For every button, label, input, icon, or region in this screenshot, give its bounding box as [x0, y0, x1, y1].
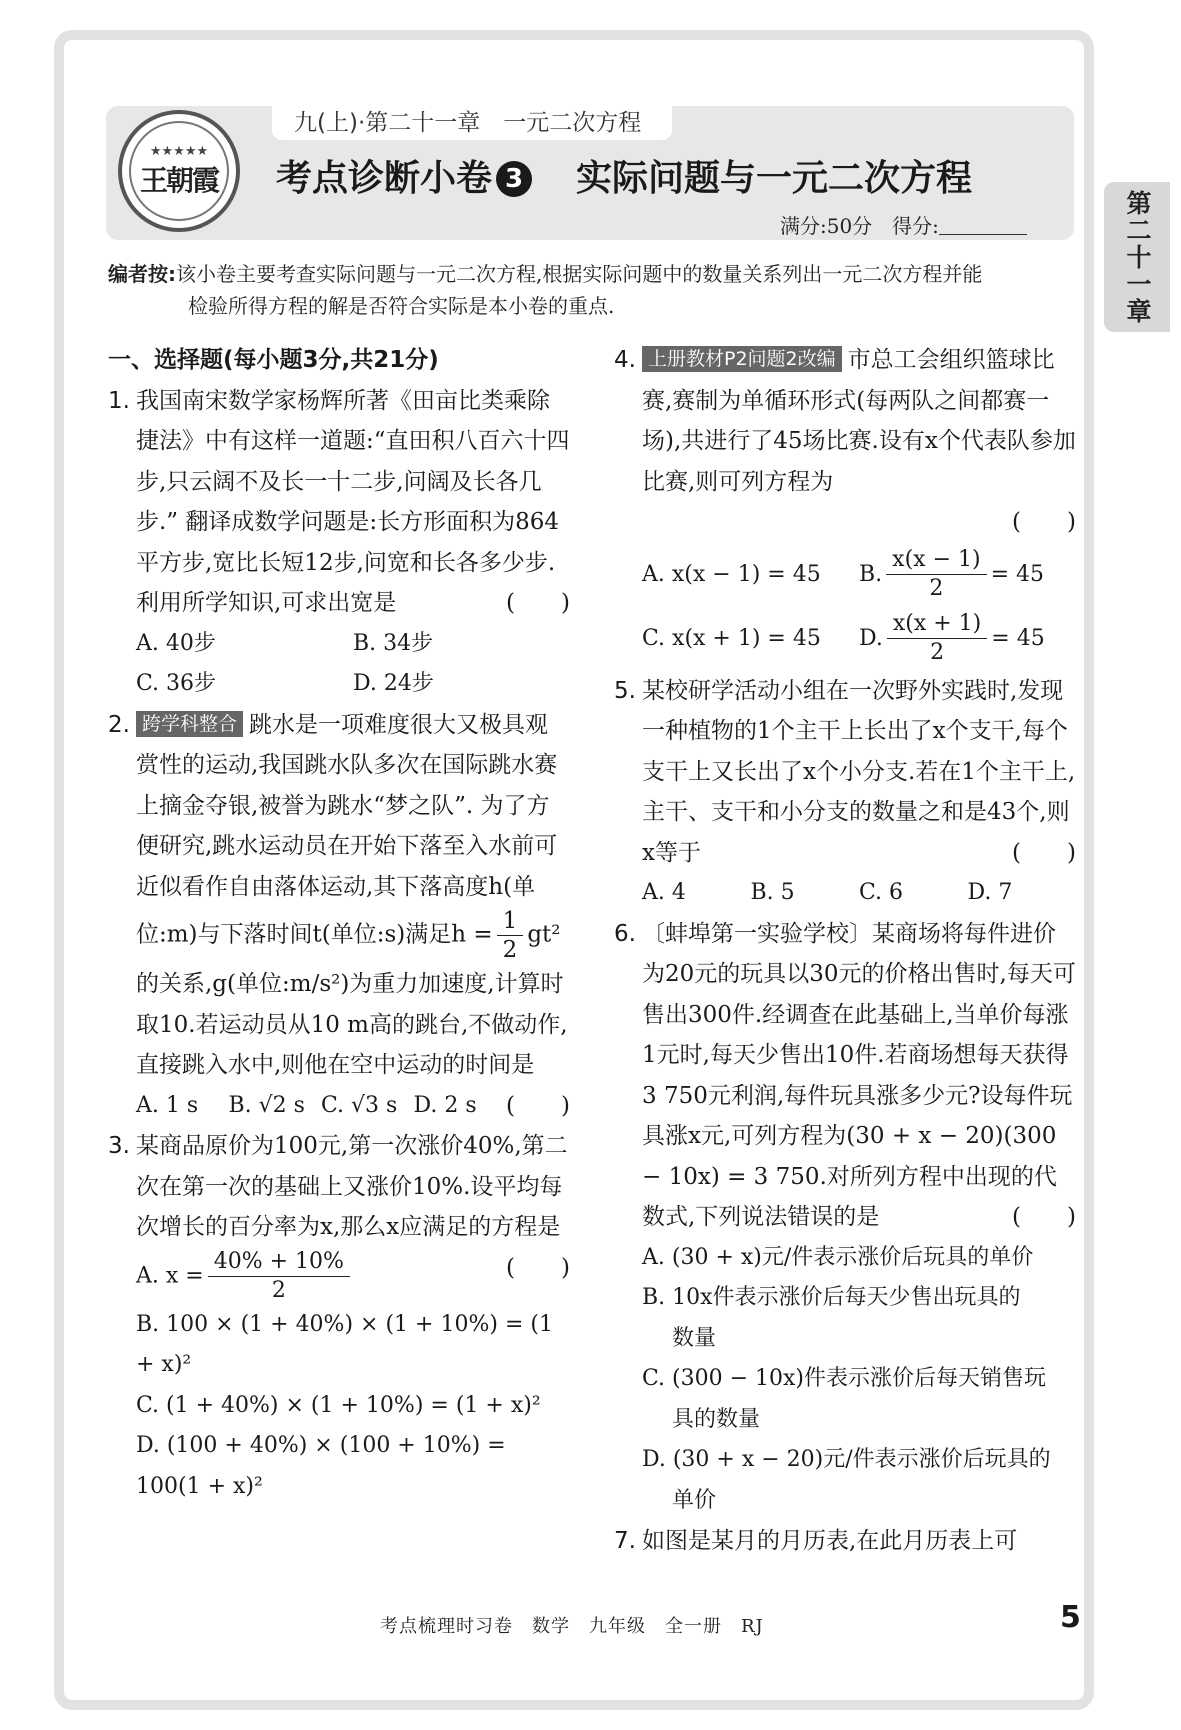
fraction — [208, 1248, 350, 1305]
option-c[interactable]: C. 36步 — [136, 671, 217, 696]
logo-text: 王朝霞 — [139, 163, 218, 197]
question-6 — [614, 914, 1076, 1522]
options — [136, 624, 570, 705]
fraction-denominator: 2 — [930, 640, 945, 665]
answer-bracket[interactable]: ( ) — [1012, 839, 1076, 866]
question-text: 某商品原价为100元,第一次涨价40%,第二次在第一次的基础上又涨价10%.设平均每次增长的百分率为x,那么x应满足的方程是 — [136, 1133, 568, 1240]
option-a[interactable]: A. 1 s — [136, 1092, 199, 1118]
fraction-denominator: 2 — [502, 937, 518, 963]
chapter-label: 九(上)·第二十一章 一元二次方程 — [272, 100, 672, 140]
option-c[interactable]: C. x(x + 1) = 45 — [642, 625, 821, 651]
question-tag: 上册教材P2问题2改编 — [642, 346, 842, 372]
option-b[interactable] — [859, 543, 1076, 607]
logo-seal — [129, 121, 229, 221]
question-text-b: gt²的关系,g(单位:m/s²)为重力加速度,计算时取10.若运动员从10 m高的跳台,不做动作,直接跳入水中,则他在空中运动的时间是 — [136, 921, 568, 1078]
question-text: 如图是某月的月历表,在此月历表上可 — [642, 1528, 1018, 1554]
option-a-prefix: A. x = — [136, 1263, 204, 1288]
question-7 — [614, 1521, 1076, 1562]
right-column — [614, 340, 1076, 1562]
publisher-logo — [118, 110, 240, 232]
question-number: 7. — [614, 1528, 636, 1554]
question-text: 某校研学活动小组在一次野外实践时,发现一种植物的1个主干上长出了x个支干,每个支干上又长出了x个小分支.若在1个主干上,主干、支干和小分支的数量之和是43个,则x等于 — [642, 677, 1076, 866]
fraction-numerator: 1 — [497, 907, 524, 936]
fraction-numerator: x(x + 1) — [887, 610, 987, 639]
option-b-cont: 数量 — [672, 1325, 717, 1351]
option-d-suffix: = 45 — [991, 625, 1045, 651]
options — [642, 543, 1076, 671]
question-4 — [614, 340, 1076, 671]
option-d[interactable]: D. (100 + 40%) × (100 + 10%) = 100(1 + x)² — [136, 1433, 506, 1499]
option-a[interactable]: A. 4 — [642, 880, 686, 905]
option-a[interactable]: A. x(x − 1) = 45 — [642, 561, 821, 587]
option-a[interactable] — [136, 1248, 570, 1305]
answer-bracket[interactable]: ( ) — [506, 1254, 570, 1281]
option-b[interactable]: B. √2 s — [228, 1092, 305, 1118]
score-label: 满分:50分 得分: — [780, 214, 939, 238]
answer-bracket[interactable]: ( ) — [1012, 1204, 1076, 1230]
options — [642, 873, 1076, 914]
question-text: 我国南宋数学家杨辉所著《田亩比类乘除捷法》中有这样一道题:“直田积八百六十四步,只云阔不及长一十二步,问阔及长各几步.” 翻译成数学问题是:长方形面积为864平方步,宽比长短12步,问宽和长各多少步.利用所学知识,可求出宽是 — [136, 387, 570, 616]
bracket-line — [642, 502, 1076, 543]
option-b[interactable]: B. 10x件表示涨价后每天少售出玩具的 — [642, 1285, 1021, 1310]
footer-text: 考点梳理时习卷 数学 九年级 全一册 RJ — [380, 1616, 764, 1637]
fraction-numerator: 40% + 10% — [208, 1248, 350, 1277]
option-c[interactable]: C. 6 — [859, 880, 904, 905]
option-b[interactable]: B. 5 — [750, 880, 795, 905]
editor-note — [108, 258, 1078, 322]
title-number-badge: 3 — [496, 161, 532, 197]
option-d[interactable] — [859, 607, 1076, 671]
option-d[interactable]: D. 2 s — [413, 1092, 477, 1118]
option-b-prefix: B. — [859, 561, 883, 587]
page-title — [276, 150, 1076, 201]
option-a[interactable]: A. (30 + x)元/件表示涨价后玩具的单价 — [642, 1244, 1034, 1270]
question-number: 2. — [108, 711, 130, 738]
option-b-suffix: = 45 — [990, 561, 1044, 587]
section-title: 一、选择题(每小题3分,共21分) — [108, 347, 439, 373]
fraction — [886, 546, 986, 603]
title-prefix: 考点诊断小卷 — [276, 158, 493, 199]
title-main: 实际问题与一元二次方程 — [576, 158, 973, 199]
options — [136, 1086, 506, 1127]
option-b[interactable]: B. 34步 — [353, 630, 434, 656]
score-line — [780, 210, 1027, 239]
score-blank[interactable] — [939, 216, 1027, 235]
question-2 — [108, 705, 570, 1127]
option-a[interactable]: A. 40步 — [136, 630, 216, 656]
option-d[interactable]: D. 24步 — [353, 671, 434, 696]
fraction-denominator: 2 — [929, 576, 944, 601]
editor-note-line2: 检验所得方程的解是否符合实际是本小卷的重点. — [188, 294, 615, 318]
question-number: 1. — [108, 387, 130, 414]
question-number: 4. — [614, 347, 636, 373]
editor-note-label: 编者按: — [108, 262, 176, 286]
question-3 — [108, 1126, 570, 1507]
option-c[interactable]: C. √3 s — [321, 1092, 398, 1118]
answer-bracket[interactable]: ( ) — [506, 1092, 570, 1119]
option-b[interactable]: B. 100 × (1 + 40%) × (1 + 10%) = (1 + x)² — [136, 1311, 553, 1377]
page-number: 5 — [1060, 1600, 1081, 1635]
question-number: 3. — [108, 1133, 130, 1159]
question-text: 市总工会组织篮球比赛,赛制为单循环形式(每两队之间都赛一场),共进行了45场比赛.设有x个代表队参加比赛,则可列方程为 — [642, 347, 1076, 495]
option-d[interactable]: D. (30 + x − 20)元/件表示涨价后玩具的 — [642, 1447, 1051, 1472]
editor-note-line1: 该小卷主要考查实际问题与一元二次方程,根据实际问题中的数量关系列出一元二次方程并能 — [176, 262, 983, 286]
option-c[interactable]: C. (300 − 10x)件表示涨价后每天销售玩 — [642, 1366, 1047, 1391]
answer-bracket[interactable]: ( ) — [1012, 509, 1076, 535]
fraction — [497, 907, 524, 964]
logo-stars: ★★★★★ — [149, 143, 209, 159]
question-text: 〔蚌埠第一实验学校〕某商场将每件进价为20元的玩具以30元的价格出售时,每天可售出300件.经调查在此基础上,当单价每涨1元时,每天少售出10件.若商场想每天获得3 750元利润,每件玩具涨多少元?设每件玩具涨x元,可列方程为(30 + x − 20)(300 − 10x) = 3 750.对所列方程中出现的代数式,下列说法错误的是 — [642, 920, 1076, 1230]
chapter-side-tab: 第二十一章 — [1104, 182, 1170, 332]
question-number: 5. — [614, 677, 636, 704]
option-d[interactable]: D. 7 — [967, 880, 1013, 905]
question-5 — [614, 671, 1076, 914]
fraction-denominator: 2 — [271, 1277, 286, 1303]
option-c-cont: 具的数量 — [672, 1406, 761, 1432]
answer-bracket[interactable]: ( ) — [506, 590, 570, 616]
left-column — [108, 340, 570, 1507]
option-c[interactable]: C. (1 + 40%) × (1 + 10%) = (1 + x)² — [136, 1392, 541, 1418]
question-tag: 跨学科整合 — [136, 711, 243, 737]
fraction-numerator: x(x − 1) — [886, 546, 986, 575]
question-number: 6. — [614, 920, 636, 947]
question-1 — [108, 381, 570, 705]
option-d-prefix: D. — [859, 625, 883, 651]
fraction — [887, 610, 987, 667]
question-text-a: 跳水是一项难度很大又极具观赏性的运动,我国跳水队多次在国际跳水赛上摘金夺银,被誉为跳水“梦之队”. 为了方便研究,跳水运动员在开始下落至入水前可近似看作自由落体运动,其下落高度h(单位:m)与下落时间t(单位:s)满足h = — [136, 711, 558, 948]
option-d-cont: 单价 — [672, 1487, 717, 1513]
